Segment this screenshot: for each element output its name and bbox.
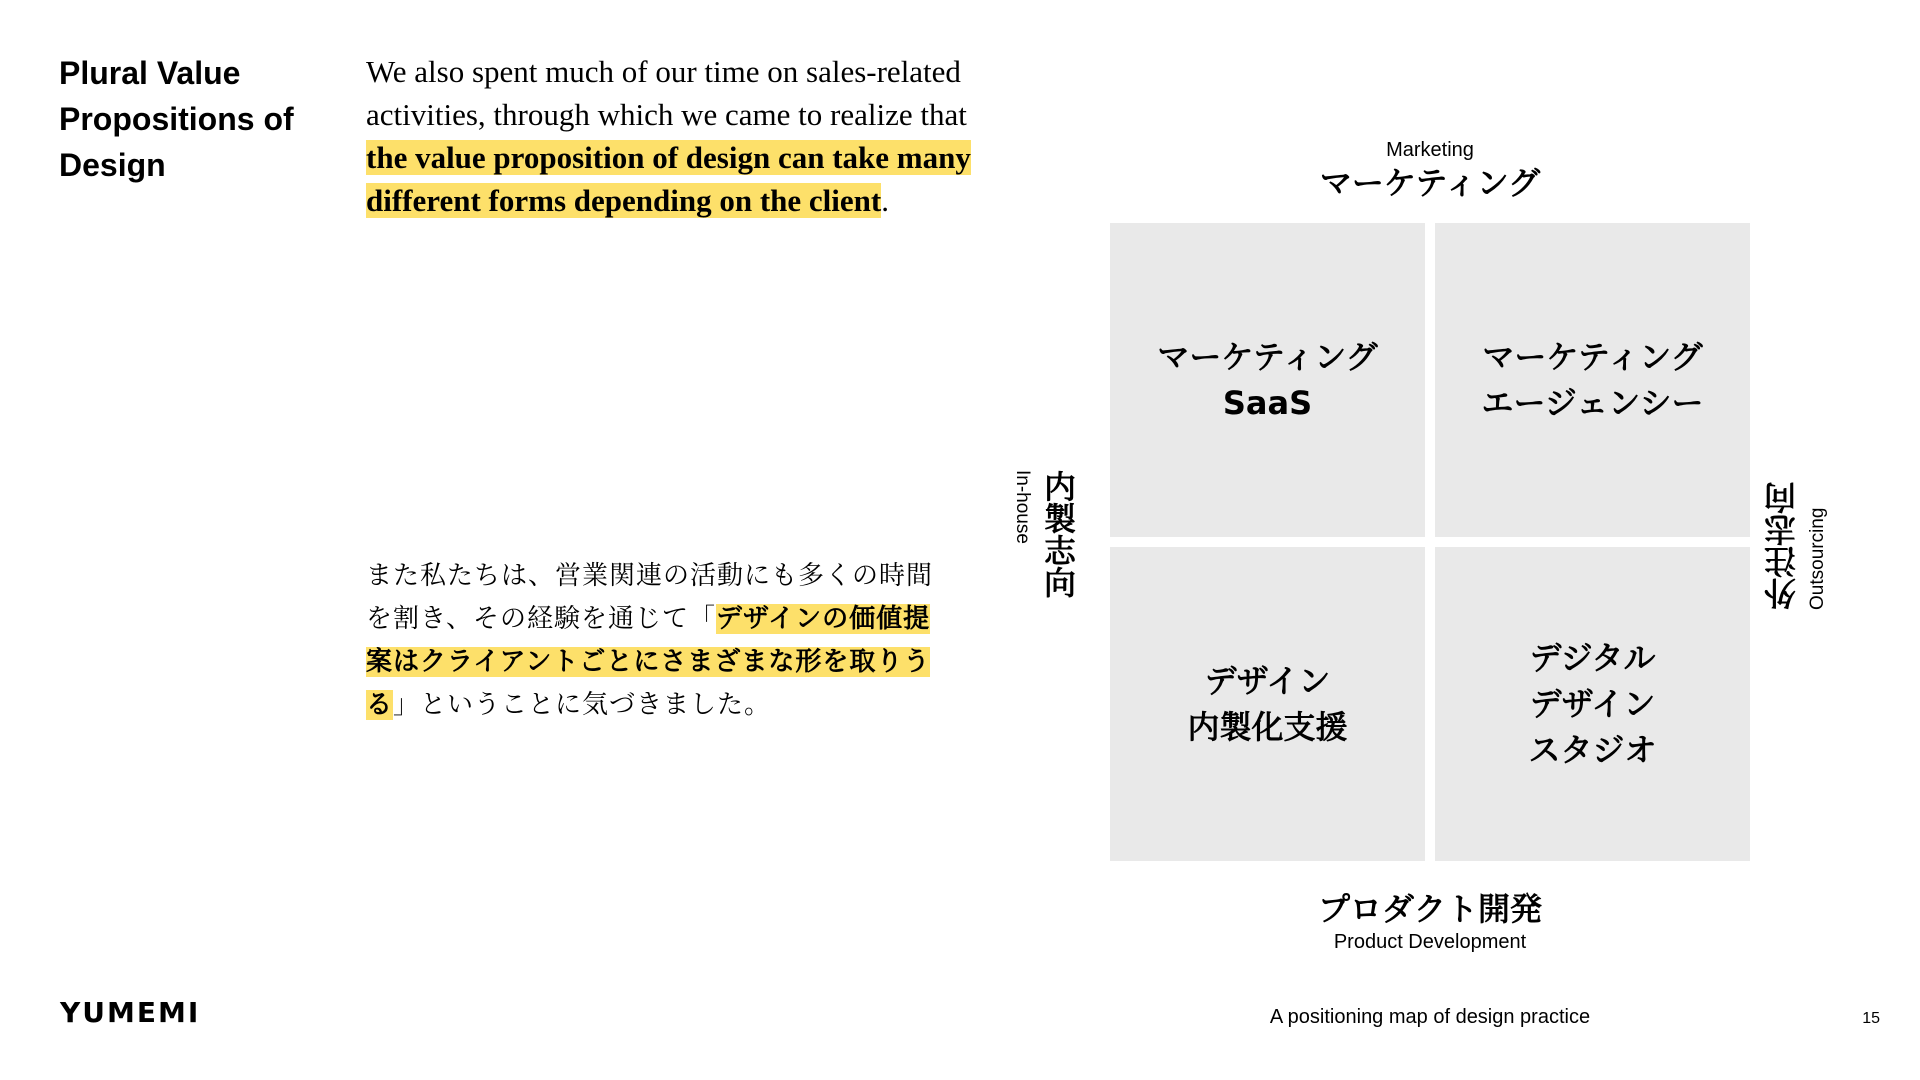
yumemi-logo: YUMEMI <box>60 996 201 1029</box>
figure-caption: A positioning map of design practice <box>1269 1006 1591 1028</box>
english-line <box>366 179 966 222</box>
japanese-plain-text: を割き、その経験を通じて「 <box>366 604 716 634</box>
slide-title <box>59 50 339 188</box>
quadrant-label: デザイン 内製化支援 <box>1187 662 1348 746</box>
japanese-line: また私たちは、営業関連の活動にも多くの時間 <box>366 561 934 591</box>
quadrant-bottom-left <box>1110 547 1425 861</box>
quadrant-label: デジタル デザイン スタジオ <box>1528 639 1657 769</box>
axis-top-sub-label: Marketing <box>1386 139 1474 161</box>
quadrant-label: マーケティング エージェンシー <box>1481 338 1704 422</box>
japanese-line-tail: 」ということに気づきました。 <box>393 690 772 720</box>
japanese-line <box>366 684 966 727</box>
axis-top-marketing <box>1230 138 1630 204</box>
slide-title-line: Plural Value <box>59 55 241 91</box>
quadrant-label: マーケティング SaaS <box>1157 338 1378 422</box>
english-line-tail: . <box>881 183 889 218</box>
axis-bottom-main-label: プロダクト開発 <box>1317 890 1542 928</box>
highlighted-text: different forms depending on the client <box>366 183 882 218</box>
japanese-paragraph <box>366 555 966 727</box>
axis-left-inhouse <box>1010 470 1078 600</box>
quadrant-bottom-right <box>1435 547 1750 861</box>
page-number: 15 <box>1862 1010 1880 1027</box>
highlighted-text: デザインの価値提 <box>715 604 931 634</box>
axis-right-outsourcing <box>1762 470 1830 610</box>
english-line: We also spent much of our time on sales-related <box>366 54 961 89</box>
english-line: activities, through which we came to realize that <box>366 97 967 132</box>
english-line <box>366 136 971 179</box>
axis-right-sub-label: Outsourcing <box>1807 507 1828 610</box>
english-paragraph <box>366 50 971 222</box>
axis-right-main-label: 外注志向 <box>1763 482 1801 610</box>
axis-bottom-product-development <box>1230 888 1630 954</box>
slide-title-line: Design <box>59 147 166 183</box>
japanese-line <box>366 641 966 684</box>
axis-left-main-label: 内製志向 <box>1039 470 1077 598</box>
japanese-line <box>366 598 966 641</box>
highlighted-text: 案はクライアントごとにさまざまな形を取りう <box>366 647 931 677</box>
highlighted-text: the value proposition of design can take many <box>366 140 971 175</box>
quadrant-top-right <box>1435 223 1750 537</box>
axis-top-main-label: マーケティング <box>1319 164 1541 202</box>
quadrant-top-left <box>1110 223 1425 537</box>
highlighted-text: る <box>366 690 394 720</box>
slide-title-line: Propositions of <box>59 101 294 137</box>
axis-left-sub-label: In-house <box>1012 470 1033 544</box>
axis-bottom-sub-label: Product Development <box>1333 931 1527 953</box>
